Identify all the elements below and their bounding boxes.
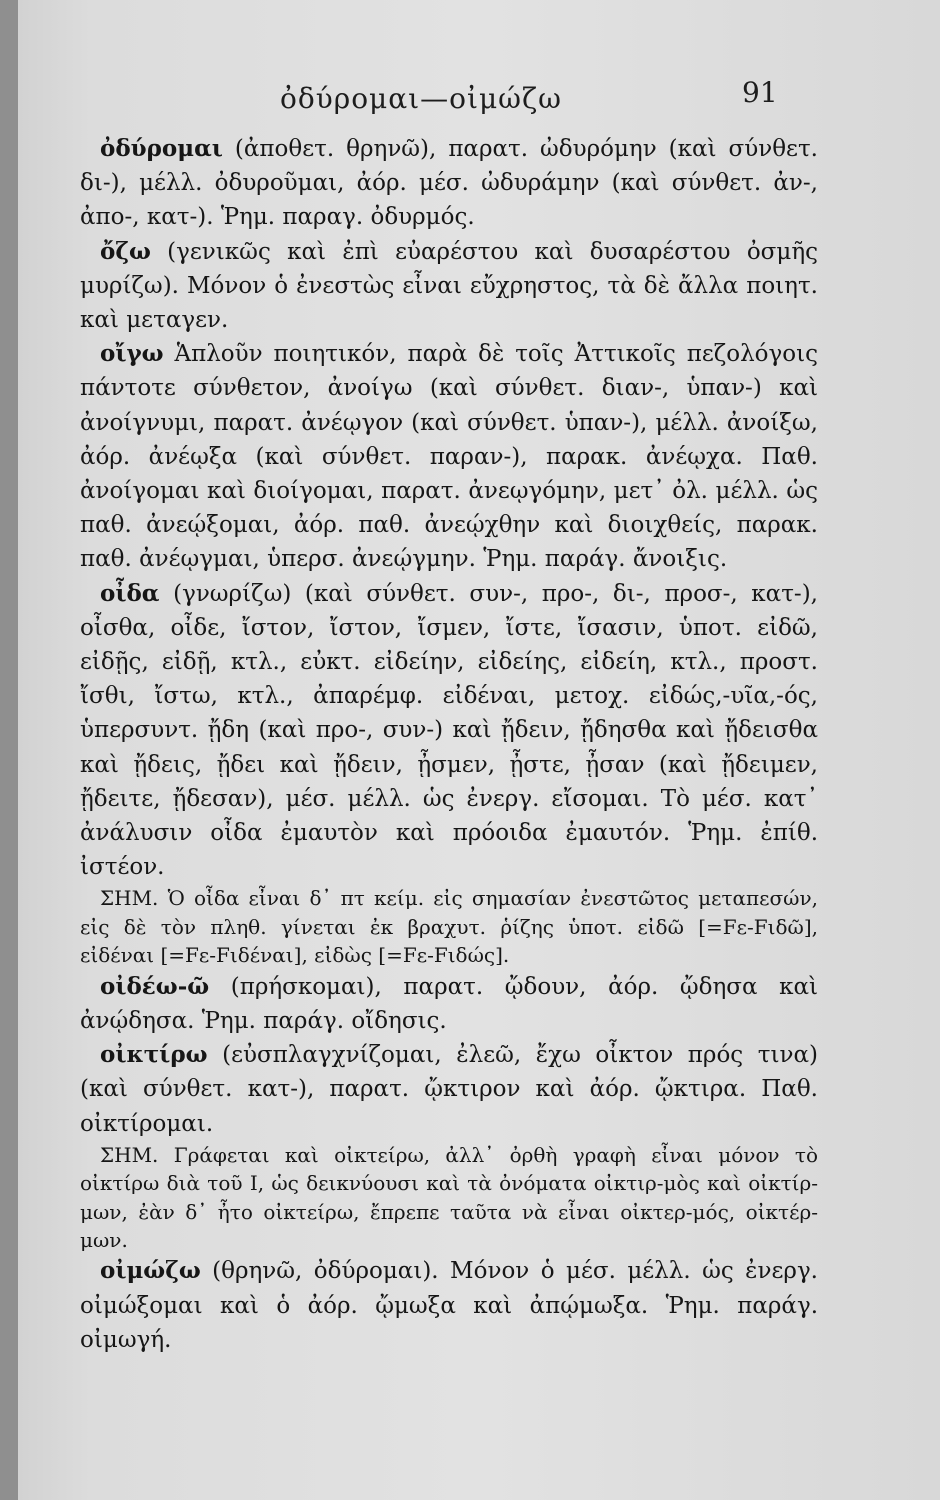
dictionary-body xyxy=(80,132,818,1357)
headword: οἴγω xyxy=(100,340,164,368)
note xyxy=(80,884,818,969)
headword: οἶδα xyxy=(100,579,160,607)
entry xyxy=(80,577,818,885)
page-number: 91 xyxy=(742,76,778,109)
book-page xyxy=(18,0,940,1500)
entry xyxy=(80,1038,818,1141)
note-text: ΣΗΜ. Ὁ οἶδα εἶναι δ᾽ πτ κείμ. εἰς σημασίαν ἐνεστῶτος μεταπεσών, εἰς δὲ τὸν πληθ. γίνεται ἐκ βραχυτ. ῥίζης ὑποτ. εἰδῶ [=Fε-Fιδῶ], εἰδέναι [=Fε-Fιδέναι], εἰδὼς [=Fε-Fιδώς]. xyxy=(80,886,818,968)
running-header xyxy=(18,76,940,122)
headword: ὄζω xyxy=(100,237,151,265)
note xyxy=(80,1141,818,1255)
note-text: ΣΗΜ. Γράφεται καὶ οἰκτείρω, ἀλλ᾽ ὀρθὴ γραφὴ εἶναι μόνον τὸ οἰκτίρω διὰ τοῦ Ι, ὡς δεικνύουσι καὶ τὰ ὀνόματα οἰκτιρ-μὸς καὶ οἰκτίρ-μων, ἐὰν δ᾽ ἦτο οἰκτείρω, ἔπρεπε ταῦτα νὰ εἶναι οἰκτερ-μός, οἰκτέρ-μων. xyxy=(80,1142,818,1252)
entry xyxy=(80,1254,818,1357)
headword: οἰμώζω xyxy=(100,1257,201,1285)
entry-text: (γνωρίζω) (καὶ σύνθετ. συν-, προ-, δι-, προσ-, κατ-), οἶσθα, οἶδε, ἴστον, ἴστον, ἴσμεν, ἴστε, ἴσασιν, ὑποτ. εἰδῶ, εἰδῇς, εἰδῇ, κτλ., εὐκτ. εἰδείην, εἰδείης, εἰδείη, κτλ., προστ. ἴσθι, ἴστω, κτλ., ἀπαρέμφ. εἰδέναι, μετοχ. εἰδώς,-υῖα,-ός, ὑπερσυντ. ᾔδη (καὶ προ-, συν-) καὶ ᾔδειν, ᾔδησθα καὶ ᾔδεισθα καὶ ᾔδεις, ᾔδει καὶ ᾔδειν, ᾖσμεν, ᾖστε, ᾖσαν (καὶ ᾔδειμεν, ᾔδειτε, ᾔδεσαν), μέσ. μέλλ. ὡς ἐνεργ. εἴσομαι. Τὸ μέσ. κατ᾽ ἀνάλυσιν οἶδα ἐμαυτὸν καὶ πρόοιδα ἐμαυτόν. Ῥημ. ἐπίθ. ἰστέον. xyxy=(80,580,818,881)
entry xyxy=(80,337,818,576)
headword: ὀδύρομαι xyxy=(100,135,223,162)
header-title: ὀδύρομαι—οἰμώζω xyxy=(280,82,563,115)
headword: οἰκτίρω xyxy=(100,1041,208,1069)
entry-text: (εὐσπλαγχνίζομαι, ἐλεῶ, ἔχω οἶκτον πρός τινα) (καὶ σύνθετ. κατ-), παρατ. ᾤκτιρον καὶ ἀόρ. ᾤκτιρα. Παθ. οἰκτίρομαι. xyxy=(80,1042,818,1137)
entry-text: Ἁπλοῦν ποιητικόν, παρὰ δὲ τοῖς Ἀττικοῖς πεζολόγοις πάντοτε σύνθετον, ἀνοίγω (καὶ σύνθετ. διαν-, ὑπαν-) καὶ ἀνοίγνυμι, παρατ. ἀνέῳγον (καὶ σύνθετ. ὑπαν-), μέλλ. ἀνοίξω, ἀόρ. ἀνέῳξα (καὶ σύνθετ. παραν-), παρακ. ἀνέῳχα. Παθ. ἀνοίγομαι καὶ διοίγομαι, παρατ. ἀνεῳγόμην, μετ᾽ ὀλ. μέλλ. ὡς παθ. ἀνεῴξομαι, ἀόρ. παθ. ἀνεῴχθην καὶ διοιχθείς, παρακ. παθ. ἀνέῳγμαι, ὑπερσ. ἀνεῴγμην. Ῥημ. παράγ. ἄνοιξις. xyxy=(80,341,818,573)
entry xyxy=(80,970,818,1038)
headword: οἰδέω-ῶ xyxy=(100,972,210,1000)
entry-text: (θρηνῶ, ὀδύρομαι). Μόνον ὁ μέσ. μέλλ. ὡς ἐνεργ. οἰμώξομαι καὶ ὁ ἀόρ. ᾤμωξα καὶ ἀπῴμωξα. Ῥημ. παράγ. οἰμωγή. xyxy=(80,1258,818,1353)
entry-text: (πρήσκομαι), παρατ. ᾤδουν, ἀόρ. ᾤδησα καὶ ἀνῴδησα. Ῥημ. παράγ. οἴδησις. xyxy=(80,973,818,1034)
entry-text: (γενικῶς καὶ ἐπὶ εὐαρέστου καὶ δυσαρέστου ὀσμῆς μυρίζω). Μόνον ὁ ἐνεστὼς εἶναι εὔχρηστος, τὰ δὲ ἄλλα ποιητ. καὶ μεταγεν. xyxy=(80,238,818,334)
entry-text: (ἀποθετ. θρηνῶ), παρατ. ὠδυρόμην (καὶ σύνθετ. δι-), μέλλ. ὀδυροῦμαι, ἀόρ. μέσ. ὠδυράμην (καὶ σύνθετ. ἀν-, ἀπο-, κατ-). Ῥημ. παραγ. ὀδυρμός. xyxy=(80,136,818,231)
entry xyxy=(80,132,818,235)
entry xyxy=(80,235,818,338)
